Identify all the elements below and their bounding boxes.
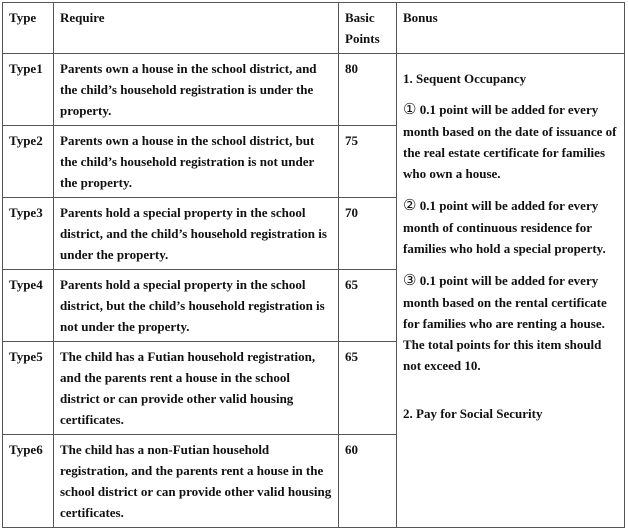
require-cell: Parents own a house in the school district, but the child’s household registration is not under the property. xyxy=(54,126,339,198)
require-cell: Parents hold a special property in the school district, but the child’s household registration is not under the property. xyxy=(54,270,339,342)
type-cell: Type1 xyxy=(3,54,54,126)
type-cell: Type4 xyxy=(3,270,54,342)
type-cell: Type3 xyxy=(3,198,54,270)
require-cell: Parents own a house in the school district, and the child’s household registration is under the property. xyxy=(54,54,339,126)
bonus-subitem-3-text: 0.1 point will be added for every month based on the rental certificate for families who are renting a house. The total points for this item should not exceed 10. xyxy=(403,273,607,373)
circled-three-marker: ③ xyxy=(403,273,417,289)
bonus-subitem-1-text: 0.1 point will be added for every month based on the date of issuance of the real estate certificate for families who own a house. xyxy=(403,102,617,181)
points-cell: 60 xyxy=(339,435,397,528)
bonus-subitem-2 xyxy=(403,195,618,259)
type-cell: Type2 xyxy=(3,126,54,198)
bonus-subitem-3 xyxy=(403,270,618,376)
require-cell: The child has a non-Futian household registration, and the parents rent a house in the school district or can provide other valid housing certificates. xyxy=(54,435,339,528)
bonus-cell xyxy=(397,54,625,528)
points-cell: 70 xyxy=(339,198,397,270)
bonus-item-sequent-occupancy: 1. Sequent Occupancy xyxy=(403,71,527,86)
table-row xyxy=(3,54,625,126)
points-cell: 75 xyxy=(339,126,397,198)
points-cell: 65 xyxy=(339,270,397,342)
bonus-item-social-security: 2. Pay for Social Security xyxy=(403,406,543,421)
bonus-subitem-1 xyxy=(403,99,618,184)
points-cell: 65 xyxy=(339,342,397,435)
points-cell: 80 xyxy=(339,54,397,126)
spacer xyxy=(403,387,618,403)
type-cell: Type6 xyxy=(3,435,54,528)
header-basic-points: Basic Points xyxy=(339,3,397,54)
header-bonus: Bonus xyxy=(397,3,625,54)
type-cell: Type5 xyxy=(3,342,54,435)
bonus-subitem-2-text: 0.1 point will be added for every month of continuous residence for families who hold a special property. xyxy=(403,198,606,256)
require-cell: The child has a Futian household registration, and the parents rent a house in the school district or can provide other valid housing certificates. xyxy=(54,342,339,435)
header-require: Require xyxy=(54,3,339,54)
header-type: Type xyxy=(3,3,54,54)
require-cell: Parents hold a special property in the school district, and the child’s household registration is under the property. xyxy=(54,198,339,270)
points-table xyxy=(2,2,625,528)
header-row xyxy=(3,3,625,54)
circled-two-marker: ② xyxy=(403,198,417,214)
circled-one-marker: ① xyxy=(403,102,417,118)
